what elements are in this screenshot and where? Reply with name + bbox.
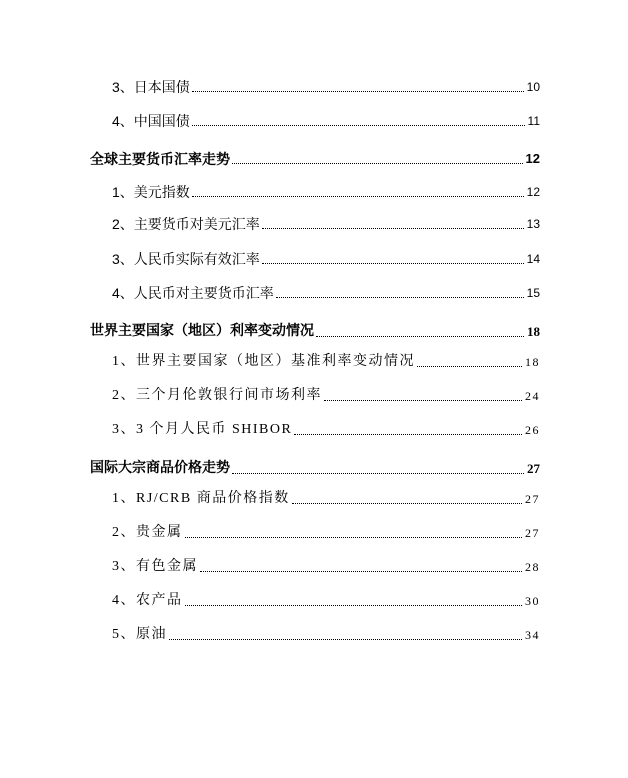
toc-entry-china-bonds[interactable] xyxy=(112,112,540,130)
toc-entry-crude-oil[interactable] xyxy=(112,626,540,644)
toc-leader-dots xyxy=(262,228,524,229)
toc-section-title: 全球主要货币汇率走势 xyxy=(90,151,230,167)
toc-entry-page: 15 xyxy=(526,286,540,300)
toc-entry-title: 4、中国国债 xyxy=(112,113,190,129)
toc-entry-title: 2、三个月伦敦银行间市场利率 xyxy=(112,388,322,403)
toc-entry-page: 30 xyxy=(525,594,540,608)
toc-section-title: 世界主要国家（地区）利率变动情况 xyxy=(90,324,314,339)
toc-section-page: 27 xyxy=(527,461,540,476)
toc-leader-dots xyxy=(232,473,524,474)
toc-entry-major-currencies-usd[interactable] xyxy=(112,215,540,233)
toc-entry-title: 3、3 个月人民币 SHIBOR xyxy=(112,422,293,437)
toc-leader-dots xyxy=(185,605,523,606)
toc-entry-page: 27 xyxy=(525,526,540,540)
toc-leader-dots xyxy=(192,125,525,126)
toc-entry-nonferrous-metals[interactable] xyxy=(112,558,540,576)
toc-leader-dots xyxy=(232,163,523,164)
toc-entry-page: 27 xyxy=(525,492,540,506)
toc-leader-dots xyxy=(200,571,522,572)
toc-entry-title: 5、原油 xyxy=(112,627,167,642)
toc-entry-page: 13 xyxy=(526,217,540,231)
toc-leader-dots xyxy=(262,263,524,264)
toc-entry-title: 1、世界主要国家（地区）基准利率变动情况 xyxy=(112,354,415,369)
toc-entry-rmb-vs-majors[interactable] xyxy=(112,284,540,302)
toc-entry-precious-metals[interactable] xyxy=(112,524,540,542)
toc-entry-page: 14 xyxy=(526,252,540,266)
toc-entry-agricultural[interactable] xyxy=(112,592,540,610)
toc-entry-japan-bonds[interactable] xyxy=(112,78,540,96)
toc-entry-rmb-reer[interactable] xyxy=(112,250,540,268)
toc-entry-title: 2、主要货币对美元汇率 xyxy=(112,216,260,232)
toc-entry-page: 18 xyxy=(525,355,540,369)
toc-section-page: 18 xyxy=(527,324,540,339)
toc-leader-dots xyxy=(169,639,522,640)
toc-entry-page: 24 xyxy=(525,389,540,403)
toc-entry-rj-crb-index[interactable] xyxy=(112,490,540,508)
toc-section-interest-rates[interactable] xyxy=(90,323,540,341)
toc-entry-title: 1、美元指数 xyxy=(112,184,190,200)
toc-entry-shibor-3m[interactable] xyxy=(112,421,540,439)
toc-leader-dots xyxy=(276,297,524,298)
toc-entry-title: 3、有色金属 xyxy=(112,559,198,574)
toc-entry-page: 10 xyxy=(526,80,540,94)
toc-entry-title: 4、人民币对主要货币汇率 xyxy=(112,285,274,301)
toc-entry-title: 3、人民币实际有效汇率 xyxy=(112,251,260,267)
toc-leader-dots xyxy=(192,91,524,92)
toc-section-page: 12 xyxy=(525,151,540,166)
toc-leader-dots xyxy=(316,336,524,337)
toc-entry-page: 34 xyxy=(525,628,540,642)
toc-leader-dots xyxy=(294,434,522,435)
toc-section-commodities[interactable] xyxy=(90,460,540,478)
toc-entry-title: 3、日本国债 xyxy=(112,79,190,95)
toc-leader-dots xyxy=(292,503,522,504)
toc-entry-page: 28 xyxy=(525,560,540,574)
toc-entry-dollar-index[interactable] xyxy=(112,183,540,201)
toc-entry-page: 11 xyxy=(527,114,540,128)
toc-entry-title: 4、农产品 xyxy=(112,593,183,608)
toc-entry-page: 12 xyxy=(526,185,540,199)
toc-entry-benchmark-rates[interactable] xyxy=(112,353,540,371)
toc-entry-page: 26 xyxy=(525,423,540,437)
toc-section-title: 国际大宗商品价格走势 xyxy=(90,461,230,476)
toc-entry-libor-3m[interactable] xyxy=(112,387,540,405)
toc-entry-title: 1、RJ/CRB 商品价格指数 xyxy=(112,491,290,506)
toc-section-currency-rates[interactable] xyxy=(90,150,540,168)
toc-leader-dots xyxy=(324,400,522,401)
toc-leader-dots xyxy=(185,537,523,538)
toc-leader-dots xyxy=(417,366,522,367)
toc-leader-dots xyxy=(192,196,524,197)
toc-entry-title: 2、贵金属 xyxy=(112,525,183,540)
